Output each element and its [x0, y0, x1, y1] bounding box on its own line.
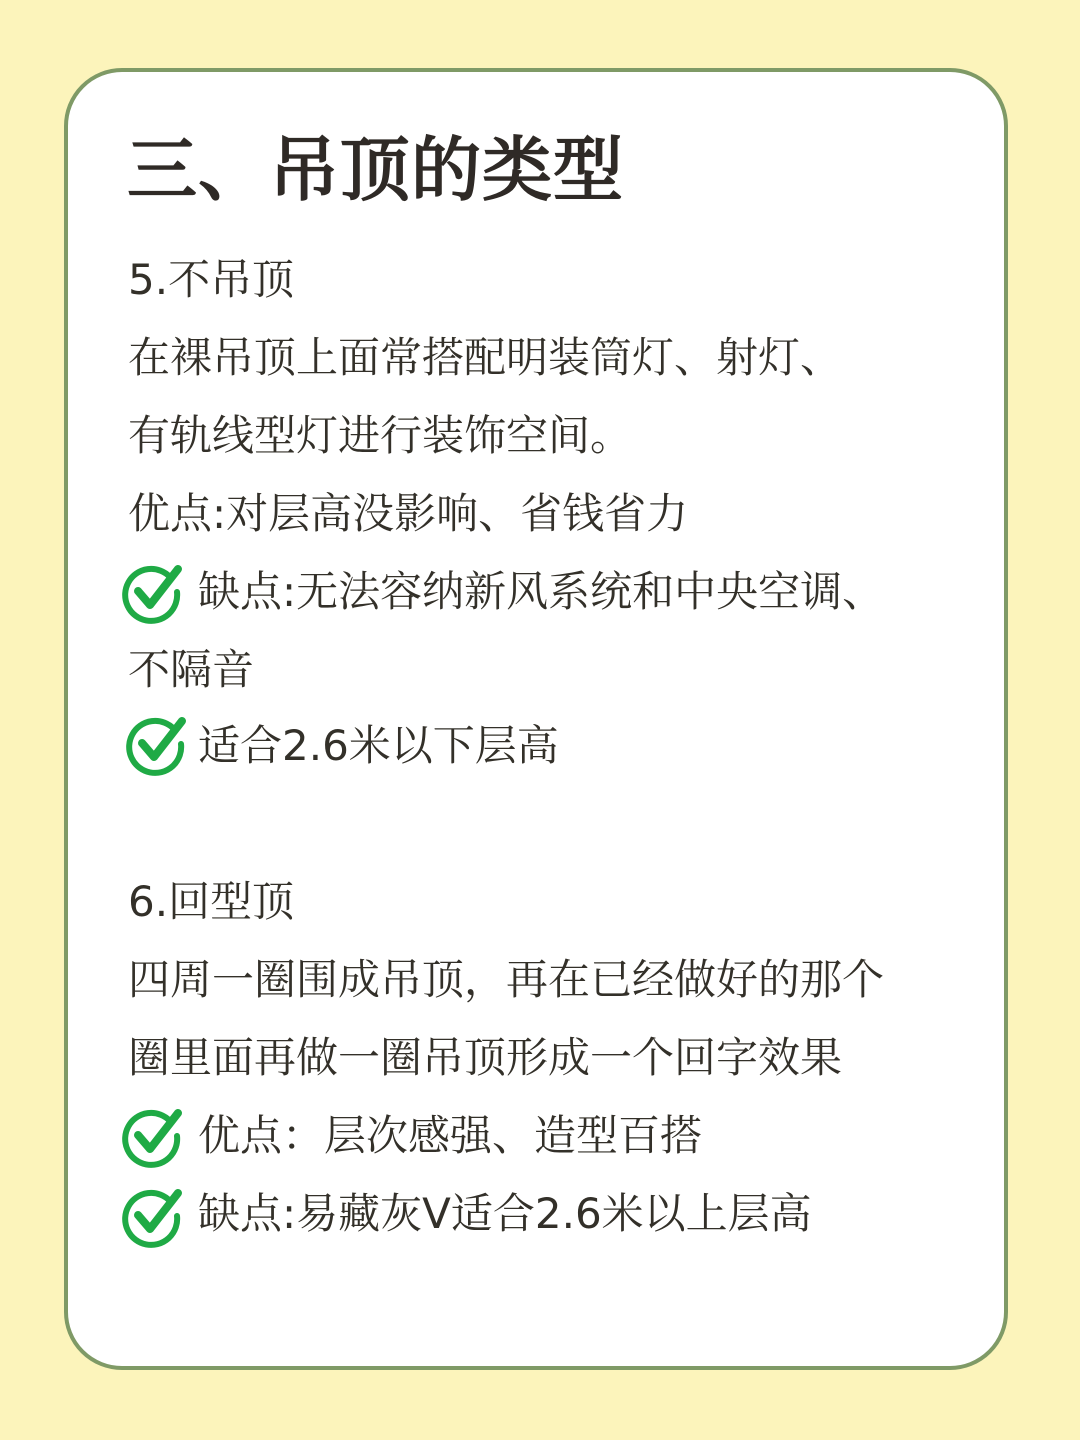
section-6-heading: 6.回型顶	[128, 877, 295, 926]
section-5-cons-line-1: 缺点:无法容纳新风系统和中央空调、	[198, 567, 885, 616]
check-circle-icon	[124, 712, 188, 776]
check-circle-icon	[120, 1184, 184, 1248]
section-5-cons-line-2: 不隔音	[128, 645, 255, 694]
section-5-pros: 优点:对层高没影响、省钱省力	[128, 489, 689, 538]
section-6-description-line-1: 四周一圈围成吊顶，再在已经做好的那个	[128, 955, 885, 1004]
section-5-description-line-1: 在裸吊顶上面常搭配明装筒灯、射灯、	[128, 333, 843, 382]
section-6-description-line-2: 圈里面再做一圈吊顶形成一个回字效果	[128, 1033, 843, 1082]
section-6-pros: 优点：层次感强、造型百搭	[198, 1111, 703, 1160]
check-circle-icon	[120, 560, 184, 624]
section-5-heading: 5.不吊顶	[128, 255, 295, 304]
section-5-suitable: 适合2.6米以下层高	[198, 721, 559, 770]
check-circle-icon	[120, 1104, 184, 1168]
page-title: 三、吊顶的类型	[127, 129, 624, 211]
section-6-cons: 缺点:易藏灰V适合2.6米以上层高	[198, 1189, 812, 1238]
section-5-description-line-2: 有轨线型灯进行装饰空间。	[128, 411, 633, 460]
